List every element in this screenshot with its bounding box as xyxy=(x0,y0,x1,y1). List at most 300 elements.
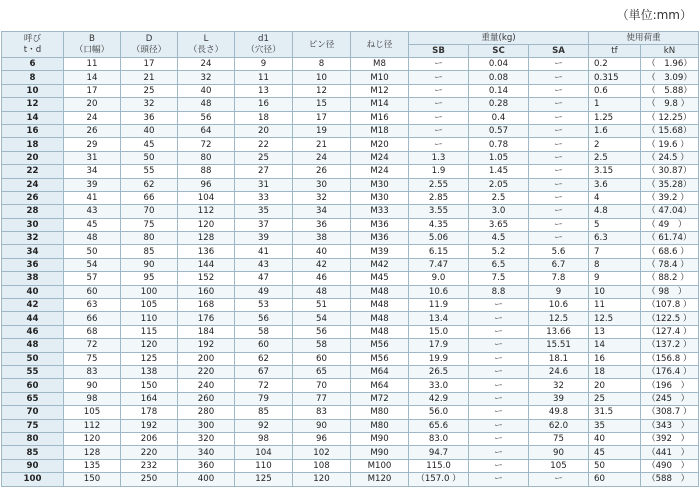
table-cell: 49.8 xyxy=(529,406,589,419)
table-cell: 0.14 xyxy=(469,84,529,97)
table-cell: 1.05 xyxy=(469,151,529,164)
table-cell: 14 xyxy=(589,339,641,352)
table-cell: 70 xyxy=(293,379,351,392)
table-cell: （ 9.8 ） xyxy=(641,98,699,111)
table-cell: 0.2 xyxy=(589,58,641,71)
table-cell: ー xyxy=(529,178,589,191)
table-cell: 11 xyxy=(589,299,641,312)
header-d1 xyxy=(235,32,293,58)
header-load: 使用荷重 xyxy=(589,32,699,45)
table-cell: ー xyxy=(529,191,589,204)
table-cell: 31 xyxy=(64,151,121,164)
table-cell: 72 xyxy=(178,138,235,151)
table-cell: 33 xyxy=(235,191,293,204)
table-cell: M42 xyxy=(351,258,409,271)
table-cell: M10 xyxy=(351,71,409,84)
table-cell: （ 39.2 ） xyxy=(641,191,699,204)
table-cell: 92 xyxy=(235,419,293,432)
table-cell: 120 xyxy=(178,218,235,231)
table-cell: （ 47.04） xyxy=(641,205,699,218)
table-cell: 0.28 xyxy=(469,98,529,111)
table-cell: （392 ） xyxy=(641,432,699,445)
table-cell: 12 xyxy=(293,84,351,97)
table-row xyxy=(2,84,699,97)
table-cell: M20 xyxy=(351,138,409,151)
table-cell: ー xyxy=(469,446,529,459)
table-cell: 1.6 xyxy=(589,124,641,137)
table-row xyxy=(2,98,699,111)
table-cell: 39 xyxy=(235,232,293,245)
table-cell: M48 xyxy=(351,325,409,338)
table-cell: M48 xyxy=(351,299,409,312)
table-cell: 125 xyxy=(121,352,178,365)
table-cell: （441 ） xyxy=(641,446,699,459)
table-cell: 19 xyxy=(293,124,351,137)
table-cell: 128 xyxy=(178,232,235,245)
table-cell: 10.6 xyxy=(529,299,589,312)
table-cell: ー xyxy=(469,339,529,352)
table-cell: 104 xyxy=(235,446,293,459)
table-cell: 65.6 xyxy=(409,419,469,432)
table-cell: 4.5 xyxy=(469,232,529,245)
table-cell: M30 xyxy=(351,191,409,204)
table-cell: M48 xyxy=(351,285,409,298)
table-cell: 6.15 xyxy=(409,245,469,258)
table-cell: M100 xyxy=(351,459,409,472)
table-cell: 54 xyxy=(64,258,121,271)
table-cell: ー xyxy=(469,352,529,365)
table-cell: 11 xyxy=(235,71,293,84)
table-cell: （ 19.6 ） xyxy=(641,138,699,151)
table-cell: 15.0 xyxy=(409,325,469,338)
table-cell: （ 68.6 ） xyxy=(641,245,699,258)
table-cell: ー xyxy=(409,138,469,151)
row-size-cell: 12 xyxy=(2,98,64,111)
table-row xyxy=(2,365,699,378)
table-cell: ー xyxy=(529,473,589,486)
table-cell: M90 xyxy=(351,432,409,445)
table-cell: 144 xyxy=(178,258,235,271)
table-cell: 72 xyxy=(64,339,121,352)
row-size-cell: 60 xyxy=(2,379,64,392)
table-cell: （ 78.4 ） xyxy=(641,258,699,271)
table-cell: 45 xyxy=(589,446,641,459)
table-cell: 136 xyxy=(178,245,235,258)
table-cell: 220 xyxy=(178,365,235,378)
table-row xyxy=(2,325,699,338)
table-cell: 9.0 xyxy=(409,272,469,285)
table-cell: （156.8 ） xyxy=(641,352,699,365)
row-size-cell: 46 xyxy=(2,325,64,338)
table-cell: 48 xyxy=(293,285,351,298)
table-cell: 90 xyxy=(121,258,178,271)
table-cell: （588 ） xyxy=(641,473,699,486)
table-row xyxy=(2,151,699,164)
table-cell: 17 xyxy=(293,111,351,124)
table-cell: ー xyxy=(409,111,469,124)
table-row xyxy=(2,392,699,405)
table-cell: 29 xyxy=(64,138,121,151)
table-row xyxy=(2,446,699,459)
table-cell: 55 xyxy=(121,165,178,178)
table-cell: 34 xyxy=(293,205,351,218)
table-cell: 50 xyxy=(121,151,178,164)
table-cell: 18.1 xyxy=(529,352,589,365)
row-size-cell: 32 xyxy=(2,232,64,245)
table-cell: 20 xyxy=(64,98,121,111)
table-cell: ー xyxy=(529,205,589,218)
table-cell: 62 xyxy=(235,352,293,365)
table-cell: 3.15 xyxy=(589,165,641,178)
row-size-cell: 16 xyxy=(2,124,64,137)
table-cell: 120 xyxy=(293,473,351,486)
table-cell: 48 xyxy=(64,232,121,245)
table-cell: 34 xyxy=(64,165,121,178)
table-cell: 31 xyxy=(235,178,293,191)
table-cell: 43 xyxy=(235,258,293,271)
table-cell: 128 xyxy=(64,446,121,459)
table-cell: 206 xyxy=(121,432,178,445)
table-cell: 1.45 xyxy=(469,165,529,178)
table-cell: （ 3.09） xyxy=(641,71,699,84)
table-cell: 8 xyxy=(293,58,351,71)
table-row xyxy=(2,205,699,218)
table-cell: 62 xyxy=(121,178,178,191)
header-weight-sa: SA xyxy=(529,45,589,58)
table-cell: 21 xyxy=(293,138,351,151)
table-cell: （ 49 ） xyxy=(641,218,699,231)
table-cell: 14 xyxy=(64,71,121,84)
table-cell: 67 xyxy=(235,365,293,378)
table-cell: M56 xyxy=(351,339,409,352)
table-cell: 176 xyxy=(178,312,235,325)
table-cell: （ 15.68） xyxy=(641,124,699,137)
table-cell: M16 xyxy=(351,111,409,124)
table-cell: （107.8 ） xyxy=(641,299,699,312)
table-cell: 5.2 xyxy=(469,245,529,258)
table-cell: ー xyxy=(409,58,469,71)
table-cell: 31.5 xyxy=(589,406,641,419)
table-cell: ー xyxy=(529,165,589,178)
table-cell: 220 xyxy=(121,446,178,459)
table-cell: 42.9 xyxy=(409,392,469,405)
table-cell: 280 xyxy=(178,406,235,419)
table-row xyxy=(2,285,699,298)
table-cell: 51 xyxy=(293,299,351,312)
unit-note: （単位:mm） xyxy=(616,8,692,22)
header-size-text: 呼び t・d xyxy=(23,33,42,55)
table-row xyxy=(2,406,699,419)
table-cell: 17.9 xyxy=(409,339,469,352)
table-cell: 95 xyxy=(121,272,178,285)
table-row xyxy=(2,432,699,445)
table-cell: 77 xyxy=(293,392,351,405)
header-l xyxy=(178,32,235,58)
table-cell: 50 xyxy=(589,459,641,472)
table-cell: M56 xyxy=(351,352,409,365)
row-size-cell: 42 xyxy=(2,299,64,312)
table-cell: M36 xyxy=(351,218,409,231)
table-cell: 41 xyxy=(235,245,293,258)
table-cell: 3.6 xyxy=(589,178,641,191)
table-row xyxy=(2,339,699,352)
header-b-text: B （口幅） xyxy=(74,33,110,55)
table-cell: ー xyxy=(529,138,589,151)
table-row xyxy=(2,165,699,178)
table-cell: 192 xyxy=(121,419,178,432)
table-cell: 4.8 xyxy=(589,205,641,218)
table-cell: 2.5 xyxy=(589,151,641,164)
table-cell: 56 xyxy=(293,325,351,338)
table-cell: 38 xyxy=(293,232,351,245)
table-cell: 19.9 xyxy=(409,352,469,365)
table-cell: 45 xyxy=(64,218,121,231)
specification-table xyxy=(1,31,699,487)
table-cell: M24 xyxy=(351,165,409,178)
table-cell: 66 xyxy=(64,312,121,325)
table-cell: ー xyxy=(469,325,529,338)
table-cell: ー xyxy=(409,71,469,84)
table-cell: （343 ） xyxy=(641,419,699,432)
row-size-cell: 24 xyxy=(2,178,64,191)
table-cell: 10 xyxy=(293,71,351,84)
table-cell: 35 xyxy=(589,419,641,432)
header-size xyxy=(2,32,64,58)
table-row xyxy=(2,71,699,84)
table-cell: 2.5 xyxy=(469,191,529,204)
table-cell: M120 xyxy=(351,473,409,486)
table-row xyxy=(2,58,699,71)
table-cell: 8.8 xyxy=(469,285,529,298)
table-row xyxy=(2,258,699,271)
table-cell: （196 ） xyxy=(641,379,699,392)
table-cell: ー xyxy=(469,406,529,419)
table-cell: 1.25 xyxy=(589,111,641,124)
table-row xyxy=(2,178,699,191)
table-cell: M36 xyxy=(351,232,409,245)
table-cell: 104 xyxy=(178,191,235,204)
table-cell: 32 xyxy=(121,98,178,111)
table-cell: 83.0 xyxy=(409,432,469,445)
table-cell: ー xyxy=(529,124,589,137)
table-cell: （ 61.74） xyxy=(641,232,699,245)
table-row xyxy=(2,352,699,365)
row-size-cell: 85 xyxy=(2,446,64,459)
header-weight-sc: SC xyxy=(469,45,529,58)
table-cell: 66 xyxy=(121,191,178,204)
table-cell: 2.85 xyxy=(409,191,469,204)
table-cell: 58 xyxy=(235,325,293,338)
table-cell: 24 xyxy=(178,58,235,71)
table-cell: 35 xyxy=(235,205,293,218)
table-cell: 400 xyxy=(178,473,235,486)
table-cell: 75 xyxy=(64,352,121,365)
table-cell: 88 xyxy=(178,165,235,178)
table-cell: M33 xyxy=(351,205,409,218)
table-cell: 32 xyxy=(293,191,351,204)
table-cell: （127.4 ） xyxy=(641,325,699,338)
table-cell: 90 xyxy=(293,419,351,432)
table-row xyxy=(2,272,699,285)
table-cell: 7.5 xyxy=(469,272,529,285)
table-cell: 65 xyxy=(293,365,351,378)
table-cell: 8 xyxy=(589,258,641,271)
table-cell: （157.0 ） xyxy=(409,473,469,486)
table-cell: 110 xyxy=(235,459,293,472)
table-cell: 83 xyxy=(293,406,351,419)
table-cell: ー xyxy=(529,218,589,231)
table-cell: 100 xyxy=(121,285,178,298)
row-size-cell: 90 xyxy=(2,459,64,472)
row-size-cell: 8 xyxy=(2,71,64,84)
table-cell: 25 xyxy=(121,84,178,97)
table-cell: 15 xyxy=(293,98,351,111)
table-cell: 115.0 xyxy=(409,459,469,472)
table-cell: 24 xyxy=(64,111,121,124)
table-cell: 168 xyxy=(178,299,235,312)
table-cell: 105 xyxy=(529,459,589,472)
table-cell: M14 xyxy=(351,98,409,111)
table-cell: 39 xyxy=(529,392,589,405)
table-row xyxy=(2,459,699,472)
table-cell: 54 xyxy=(293,312,351,325)
table-cell: 56 xyxy=(178,111,235,124)
row-size-cell: 30 xyxy=(2,218,64,231)
table-cell: M80 xyxy=(351,406,409,419)
table-cell: ー xyxy=(529,111,589,124)
table-cell: 57 xyxy=(64,272,121,285)
table-cell: ー xyxy=(529,151,589,164)
table-cell: 340 xyxy=(178,446,235,459)
table-cell: 125 xyxy=(235,473,293,486)
row-size-cell: 6 xyxy=(2,58,64,71)
table-cell: 40 xyxy=(589,432,641,445)
table-cell: ー xyxy=(469,419,529,432)
table-cell: ー xyxy=(409,84,469,97)
table-cell: 58 xyxy=(293,339,351,352)
table-cell: ー xyxy=(529,58,589,71)
table-cell: 10 xyxy=(589,285,641,298)
table-cell: 79 xyxy=(235,392,293,405)
table-cell: ー xyxy=(529,71,589,84)
table-cell: 25 xyxy=(235,151,293,164)
table-cell: 40 xyxy=(121,124,178,137)
table-cell: （ 30.87） xyxy=(641,165,699,178)
table-cell: 32 xyxy=(178,71,235,84)
table-cell: 320 xyxy=(178,432,235,445)
table-cell: M72 xyxy=(351,392,409,405)
table-cell: 43 xyxy=(64,205,121,218)
table-cell: 250 xyxy=(121,473,178,486)
header-weight: 重量(kg) xyxy=(409,32,589,45)
row-size-cell: 80 xyxy=(2,432,64,445)
table-cell: 90 xyxy=(529,446,589,459)
table-cell: 7 xyxy=(589,245,641,258)
table-cell: 11 xyxy=(64,58,121,71)
table-cell: 110 xyxy=(121,312,178,325)
table-cell: 3.55 xyxy=(409,205,469,218)
table-cell: （ 1.96） xyxy=(641,58,699,71)
header-load-kn: kN xyxy=(641,45,699,58)
table-cell: 32 xyxy=(529,379,589,392)
row-size-cell: 20 xyxy=(2,151,64,164)
table-cell: 20 xyxy=(235,124,293,137)
table-cell: M12 xyxy=(351,84,409,97)
table-cell: 96 xyxy=(178,178,235,191)
table-cell: 192 xyxy=(178,339,235,352)
table-row xyxy=(2,299,699,312)
table-cell: 0.78 xyxy=(469,138,529,151)
header-weight-sb: SB xyxy=(409,45,469,58)
table-cell: 39 xyxy=(64,178,121,191)
table-cell: 96 xyxy=(293,432,351,445)
row-size-cell: 40 xyxy=(2,285,64,298)
table-cell: 12.5 xyxy=(529,312,589,325)
table-cell: 11.9 xyxy=(409,299,469,312)
table-cell: （ 98 ） xyxy=(641,285,699,298)
row-size-cell: 44 xyxy=(2,312,64,325)
header-d-text: D （頭径） xyxy=(131,33,167,55)
row-size-cell: 34 xyxy=(2,245,64,258)
table-cell: ー xyxy=(469,365,529,378)
row-size-cell: 65 xyxy=(2,392,64,405)
table-cell: 47 xyxy=(235,272,293,285)
table-cell: 85 xyxy=(121,245,178,258)
table-cell: 80 xyxy=(178,151,235,164)
table-cell: 98 xyxy=(64,392,121,405)
table-cell: ー xyxy=(469,473,529,486)
table-cell: 6.5 xyxy=(469,258,529,271)
row-size-cell: 22 xyxy=(2,165,64,178)
table-cell: 9 xyxy=(589,272,641,285)
table-row xyxy=(2,312,699,325)
table-cell: 46 xyxy=(293,272,351,285)
table-cell: 36 xyxy=(121,111,178,124)
table-cell: 160 xyxy=(178,285,235,298)
table-cell: ー xyxy=(469,459,529,472)
table-cell: 16 xyxy=(589,352,641,365)
table-cell: 64 xyxy=(178,124,235,137)
table-cell: 178 xyxy=(121,406,178,419)
table-cell: （122.5 ） xyxy=(641,312,699,325)
table-cell: 21 xyxy=(121,71,178,84)
table-cell: 9 xyxy=(235,58,293,71)
table-body xyxy=(2,58,699,487)
table-cell: M64 xyxy=(351,365,409,378)
table-cell: 7.47 xyxy=(409,258,469,271)
table-cell: 5.6 xyxy=(529,245,589,258)
table-cell: （ 88.2 ） xyxy=(641,272,699,285)
table-cell: 102 xyxy=(293,446,351,459)
table-cell: ー xyxy=(409,98,469,111)
table-cell: 41 xyxy=(64,191,121,204)
table-cell: 17 xyxy=(121,58,178,71)
table-cell: 40 xyxy=(178,84,235,97)
table-cell: 62.0 xyxy=(529,419,589,432)
table-cell: 26.5 xyxy=(409,365,469,378)
table-cell: 26 xyxy=(293,165,351,178)
row-size-cell: 26 xyxy=(2,191,64,204)
table-cell: 42 xyxy=(293,258,351,271)
table-row xyxy=(2,473,699,486)
table-cell: 1.3 xyxy=(409,151,469,164)
table-cell: M80 xyxy=(351,419,409,432)
table-cell: （490 ） xyxy=(641,459,699,472)
table-cell: M8 xyxy=(351,58,409,71)
table-cell: 0.4 xyxy=(469,111,529,124)
table-cell: 6.7 xyxy=(529,258,589,271)
table-cell: 18 xyxy=(235,111,293,124)
